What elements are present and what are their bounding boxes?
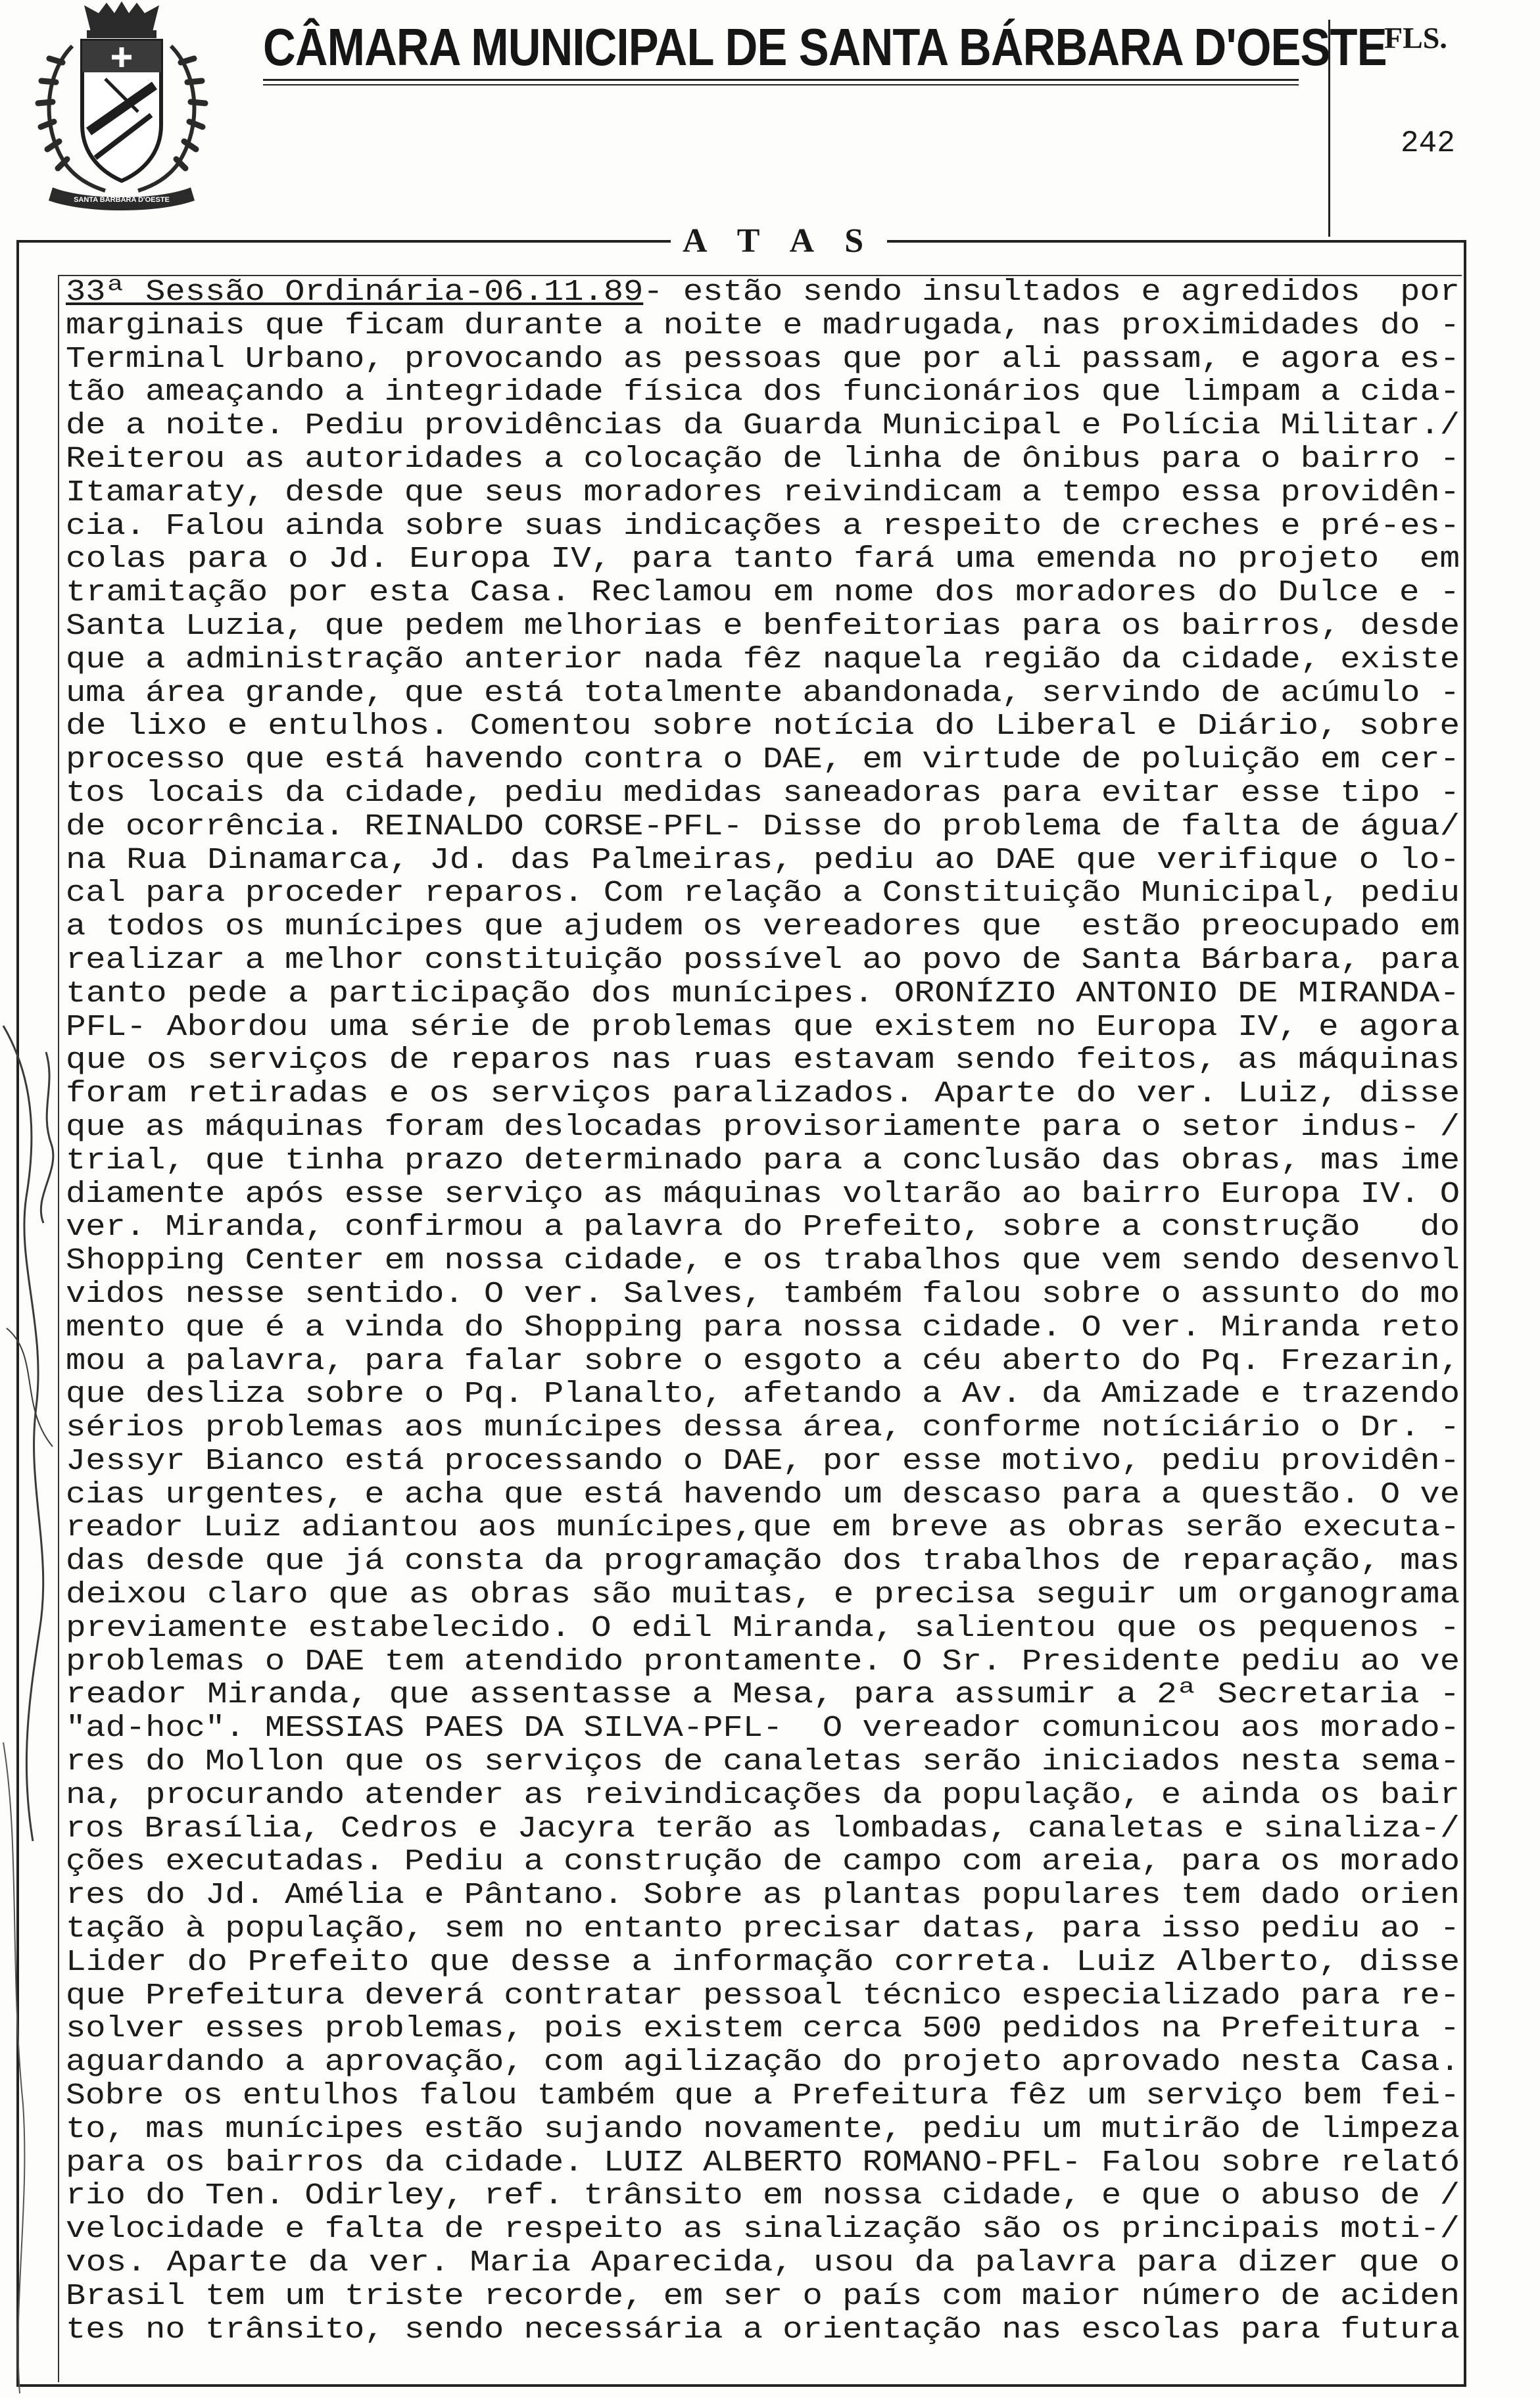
- minutes-line: res do Mollon que os serviços de canaletas serão iniciados nesta sema-: [66, 1745, 1460, 1779]
- minutes-line: Santa Luzia, que pedem melhorias e benfeitorias para os bairros, desde: [66, 609, 1460, 643]
- minutes-line: de lixo e entulhos. Comentou sobre notícia do Liberal e Diário, sobre: [66, 709, 1460, 744]
- minutes-line: tão ameaçando a integridade física dos funcionários que limpam a cida-: [66, 375, 1460, 410]
- crest-ribbon-text: SANTA BARBARA D'OESTE: [74, 196, 170, 204]
- title-underline-secondary: [263, 84, 1299, 85]
- minutes-line: para os bairros da cidade. LUIZ ALBERTO ROMANO-PFL- Falou sobre relató: [66, 2146, 1460, 2180]
- minutes-line: que a administração anterior nada fêz naquela região da cidade, existe: [66, 642, 1460, 677]
- minutes-line: Jessyr Bianco está processando o DAE, por esse motivo, pediu providên-: [66, 1444, 1460, 1478]
- minutes-line: ros Brasília, Cedros e Jacyra terão as lombadas, canaletas e sinaliza-/: [66, 1812, 1460, 1846]
- minutes-line: Lider do Prefeito que desse a informação correta. Luiz Alberto, disse: [66, 1945, 1460, 1979]
- minutes-line: cias urgentes, e acha que está havendo um descaso para a questão. O ve: [66, 1477, 1460, 1512]
- minutes-line: to, mas munícipes estão sujando novamente, pediu um mutirão de limpeza: [66, 2112, 1460, 2146]
- minutes-line: tação à população, sem no entanto precisar datas, para isso pediu ao -: [66, 1912, 1460, 1946]
- minutes-line: foram retiradas e os serviços paralizados. Aparte do ver. Luiz, disse: [66, 1077, 1460, 1111]
- minutes-line: que os serviços de reparos nas ruas estavam sendo feitos, as máquinas: [66, 1044, 1460, 1078]
- section-heading: A T A S: [671, 221, 887, 262]
- minutes-line: problemas o DAE tem atendido prontamente. O Sr. Presidente pediu ao ve: [66, 1644, 1460, 1679]
- folio-label: FLS.: [1384, 21, 1447, 55]
- minutes-line: Itamaraty, desde que seus moradores reivindicam a tempo essa providên-: [66, 475, 1460, 510]
- coat-of-arms-icon: [26, 0, 217, 210]
- minutes-line: colas para o Jd. Europa IV, para tanto fará uma emenda no projeto em: [66, 542, 1460, 577]
- minutes-line: sérios problemas aos munícipes dessa área, conforme notíciário o Dr. -: [66, 1411, 1460, 1445]
- minutes-line: solver esses problemas, pois existem cerca 500 pedidos na Prefeitura -: [66, 2012, 1460, 2046]
- minutes-line: Reiterou as autoridades a colocação de linha de ônibus para o bairro -: [66, 442, 1460, 476]
- minutes-line: Brasil tem um triste recorde, em ser o país com maior número de aciden: [66, 2279, 1460, 2313]
- minutes-line: de ocorrência. REINALDO CORSE-PFL- Disse do problema de falta de água/: [66, 809, 1460, 844]
- minutes-line: 33ª Sessão Ordinária-06.11.89- estão sendo insultados e agredidos por: [66, 276, 1460, 309]
- minutes-line: tramitação por esta Casa. Reclamou em nome dos moradores do Dulce e -: [66, 576, 1460, 610]
- minutes-line: de a noite. Pediu providências da Guarda Municipal e Polícia Militar./: [66, 409, 1460, 443]
- minutes-line: uma área grande, que está totalmente abandonada, servindo de acúmulo -: [66, 676, 1460, 710]
- minutes-line: Terminal Urbano, provocando as pessoas que por ali passam, e agora es-: [66, 342, 1460, 376]
- minutes-line: velocidade e falta de respeito as sinalização são os principais moti-/: [66, 2213, 1460, 2247]
- minutes-line: reador Miranda, que assentasse a Mesa, para assumir a 2ª Secretaria -: [66, 1678, 1460, 1712]
- minutes-line: marginais que ficam durante a noite e madrugada, nas proximidades do -: [66, 308, 1460, 343]
- minutes-line: tanto pede a participação dos munícipes. ORONÍZIO ANTONIO DE MIRANDA-: [66, 976, 1460, 1011]
- minutes-line: reador Luiz adiantou aos munícipes,que em breve as obras serão executa-: [66, 1511, 1460, 1545]
- institution-title: CÂMARA MUNICIPAL DE SANTA BÁRBARA D'OESTE: [263, 18, 1387, 76]
- minutes-line: que desliza sobre o Pq. Planalto, afetando a Av. da Amizade e trazendo: [66, 1378, 1460, 1412]
- minutes-line: mento que é a vinda do Shopping para nossa cidade. O ver. Miranda reto: [66, 1310, 1460, 1345]
- minutes-line: diamente após esse serviço as máquinas voltarão ao bairro Europa IV. O: [66, 1177, 1460, 1211]
- minutes-line: vos. Aparte da ver. Maria Aparecida, usou da palavra para dizer que o: [66, 2246, 1460, 2280]
- minutes-line: trial, que tinha prazo determinado para a conclusão das obras, mas ime: [66, 1143, 1460, 1178]
- minutes-line: Shopping Center em nossa cidade, e os trabalhos que vem sendo desenvol: [66, 1244, 1460, 1278]
- margin-signature: [0, 986, 62, 2400]
- minutes-body: [66, 276, 1470, 2347]
- minutes-line: rio do Ten. Odirley, ref. trânsito em nossa cidade, e que o abuso de /: [66, 2179, 1460, 2213]
- folio-divider: [1328, 20, 1330, 237]
- minutes-line: "ad-hoc". MESSIAS PAES DA SILVA-PFL- O vereador comunicou aos morado-: [66, 1712, 1460, 1746]
- minutes-line: na, procurando atender as reivindicações da população, e ainda os bair: [66, 1778, 1460, 1812]
- minutes-line: tes no trânsito, sendo necessária a orientação nas escolas para futura: [66, 2313, 1460, 2347]
- minutes-line: a todos os munícipes que ajudem os vereadores que estão preocupado em: [66, 910, 1460, 944]
- minutes-line: aguardando a aprovação, com agilização do projeto aprovado nesta Casa.: [66, 2046, 1460, 2080]
- session-heading: 33ª Sessão Ordinária-06.11.89: [66, 276, 644, 309]
- minutes-line: Sobre os entulhos falou também que a Prefeitura fêz um serviço bem fei-: [66, 2079, 1460, 2113]
- minutes-line: na Rua Dinamarca, Jd. das Palmeiras, pediu ao DAE que verifique o lo-: [66, 843, 1460, 877]
- title-underline: [263, 79, 1299, 81]
- minutes-line: realizar a melhor constituição possível ao povo de Santa Bárbara, para: [66, 943, 1460, 977]
- page-number: 242: [1401, 126, 1455, 160]
- minutes-line: das desde que já consta da programação dos trabalhos de reparação, mas: [66, 1545, 1460, 1579]
- minutes-line: mou a palavra, para falar sobre o esgoto a céu aberto do Pq. Frezarin,: [66, 1344, 1460, 1378]
- minutes-line: cal para proceder reparos. Com relação a Constituição Municipal, pediu: [66, 876, 1460, 911]
- minutes-line: tos locais da cidade, pediu medidas saneadoras para evitar esse tipo -: [66, 776, 1460, 810]
- minutes-line: PFL- Abordou uma série de problemas que existem no Europa IV, e agora: [66, 1010, 1460, 1044]
- minutes-line: ções executadas. Pediu a construção de campo com areia, para os morado: [66, 1845, 1460, 1879]
- minutes-line: que as máquinas foram deslocadas provisoriamente para o setor indus- /: [66, 1110, 1460, 1144]
- minutes-line: cia. Falou ainda sobre suas indicações a respeito de creches e pré-es-: [66, 509, 1460, 543]
- minutes-line: deixou claro que as obras são muitas, e precisa seguir um organograma: [66, 1578, 1460, 1612]
- minutes-line: processo que está havendo contra o DAE, em virtude de poluição em cer-: [66, 743, 1460, 777]
- minutes-line: ver. Miranda, confirmou a palavra do Prefeito, sobre a construção do: [66, 1211, 1460, 1245]
- minutes-line: vidos nesse sentido. O ver. Salves, também falou sobre o assunto do mo: [66, 1277, 1460, 1311]
- minutes-line: que Prefeitura deverá contratar pessoal técnico especializado para re-: [66, 1979, 1460, 2013]
- minutes-line: res do Jd. Amélia e Pântano. Sobre as plantas populares tem dado orien: [66, 1879, 1460, 1913]
- minutes-line: previamente estabelecido. O edil Miranda, salientou que os pequenos -: [66, 1611, 1460, 1645]
